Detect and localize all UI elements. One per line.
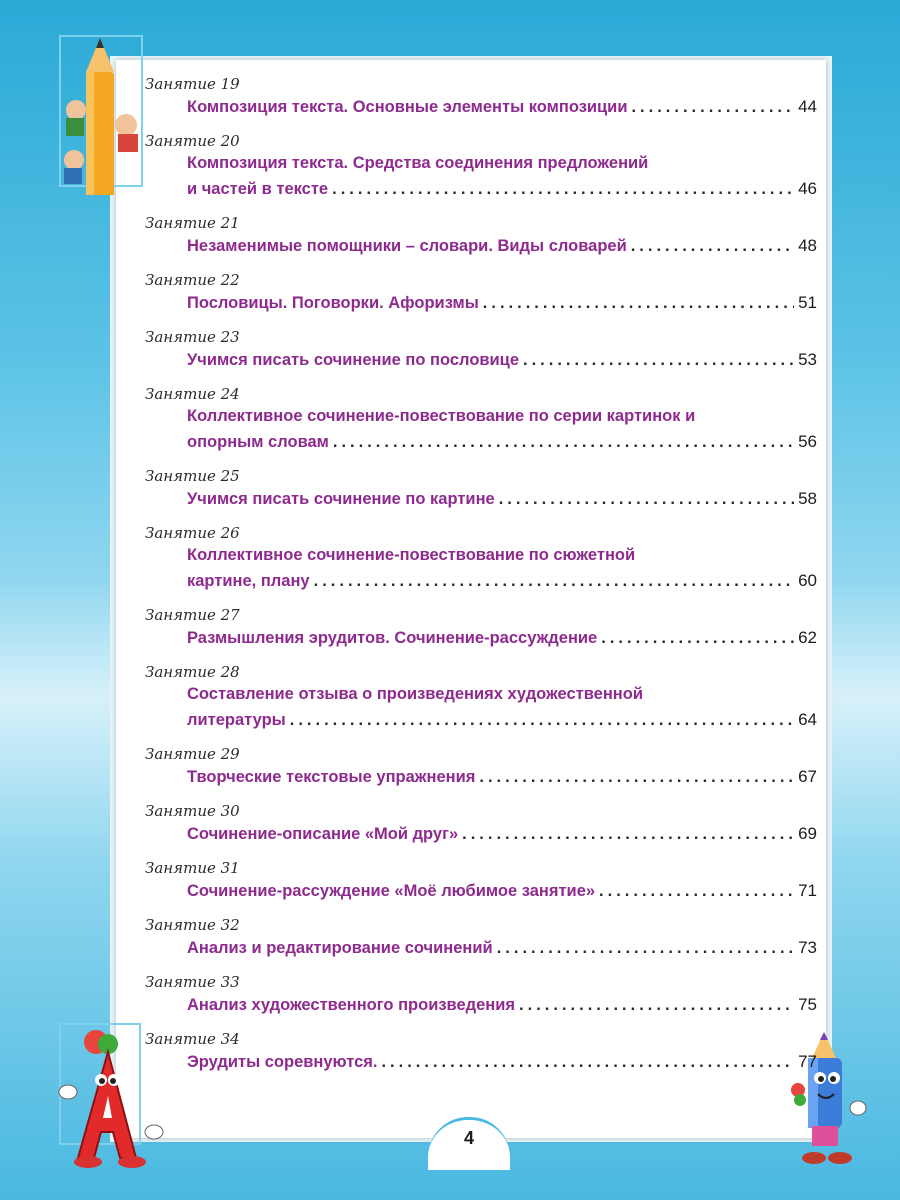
toc-title-text: Композиция текста. Основные элементы композиции <box>187 98 628 116</box>
toc-page-number: 77 <box>798 1052 817 1071</box>
toc-entry <box>145 801 817 847</box>
toc-title-text: Составление отзыва о произведениях художественной <box>187 685 643 703</box>
lesson-label: Занятие 24 <box>145 385 240 403</box>
dot-leader <box>601 626 794 651</box>
toc-title-line <box>187 176 817 202</box>
toc-page-number: 60 <box>798 571 817 590</box>
toc-entry <box>145 384 817 455</box>
dot-leader <box>462 822 794 847</box>
toc-title-text: Эрудиты соревнуются. <box>187 1053 378 1071</box>
lesson-label: Занятие 34 <box>145 1030 240 1048</box>
lesson-label: Занятие 32 <box>145 916 240 934</box>
toc-page-number: 46 <box>798 179 817 198</box>
toc-title-text: Анализ художественного произведения <box>187 996 516 1014</box>
toc-page-number: 58 <box>798 489 817 508</box>
dot-leader <box>519 993 794 1018</box>
lesson-label: Занятие 33 <box>145 973 240 991</box>
toc-page-number: 44 <box>798 97 817 116</box>
toc-title-line <box>187 151 817 176</box>
toc-title-text: Сочинение-описание «Мой друг» <box>187 825 459 843</box>
toc-entry <box>145 1029 817 1075</box>
toc-entry <box>145 213 817 259</box>
lesson-label: Занятие 23 <box>145 328 240 346</box>
page-number: 4 <box>463 1128 474 1148</box>
toc-entry <box>145 915 817 961</box>
toc-title-line <box>187 625 817 651</box>
toc-title-line <box>187 568 817 594</box>
dot-leader <box>631 95 794 120</box>
toc-entry <box>145 270 817 316</box>
dot-leader <box>333 430 794 455</box>
toc-title-line <box>187 935 817 961</box>
pencil-kids-illustration <box>56 30 146 195</box>
toc-entry <box>145 972 817 1018</box>
toc-entry <box>145 466 817 512</box>
dot-leader <box>631 234 794 259</box>
toc-title-text: Размышления эрудитов. Сочинение-рассуждение <box>187 629 598 647</box>
lesson-label: Занятие 25 <box>145 467 240 485</box>
toc-title-text: и частей в тексте <box>187 180 329 198</box>
lesson-label: Занятие 19 <box>145 75 240 93</box>
toc-title-text: картине, плану <box>187 572 310 590</box>
toc-page-number: 64 <box>798 710 817 729</box>
dot-leader <box>332 177 794 202</box>
toc-title-line <box>187 347 817 373</box>
toc-page-number: 48 <box>798 236 817 255</box>
toc-title-text: Пословицы. Поговорки. Афоризмы <box>187 294 479 312</box>
dot-leader <box>290 708 794 733</box>
toc-title-line <box>187 992 817 1018</box>
toc-title-line <box>187 94 817 120</box>
toc-title-text: Учимся писать сочинение по пословице <box>187 351 519 369</box>
toc-title-text: Композиция текста. Средства соединения предложений <box>187 154 649 172</box>
toc-entry <box>145 131 817 202</box>
lesson-label: Занятие 26 <box>145 524 240 542</box>
toc-page-number: 71 <box>798 881 817 900</box>
toc-title-line <box>187 821 817 847</box>
table-of-contents <box>145 74 817 1086</box>
lesson-label: Занятие 22 <box>145 271 240 289</box>
toc-title-line <box>187 764 817 790</box>
toc-title-text: Незаменимые помощники – словари. Виды словарей <box>187 237 627 255</box>
toc-entry <box>145 858 817 904</box>
lesson-label: Занятие 29 <box>145 745 240 763</box>
lesson-label: Занятие 30 <box>145 802 240 820</box>
toc-page-number: 69 <box>798 824 817 843</box>
toc-title-line <box>187 707 817 733</box>
toc-title-line <box>187 878 817 904</box>
toc-title-text: Творческие текстовые упражнения <box>187 768 476 786</box>
toc-entry <box>145 744 817 790</box>
toc-page-number: 73 <box>798 938 817 957</box>
toc-title-line <box>187 404 817 429</box>
lesson-label: Занятие 31 <box>145 859 240 877</box>
toc-entry <box>145 74 817 120</box>
toc-title-line <box>187 543 817 568</box>
toc-entry <box>145 605 817 651</box>
toc-title-line <box>187 290 817 316</box>
lesson-label: Занятие 20 <box>145 132 240 150</box>
lesson-label: Занятие 21 <box>145 214 240 232</box>
toc-title-text: Анализ и редактирование сочинений <box>187 939 493 957</box>
toc-page-number: 75 <box>798 995 817 1014</box>
toc-title-text: литературы <box>187 711 286 729</box>
lesson-label: Занятие 27 <box>145 606 240 624</box>
toc-title-line <box>187 429 817 455</box>
toc-title-text: Учимся писать сочинение по картине <box>187 490 495 508</box>
dot-leader <box>499 487 794 512</box>
dot-leader <box>599 879 794 904</box>
dot-leader <box>483 291 794 316</box>
toc-title-line <box>187 486 817 512</box>
toc-title-text: Коллективное сочинение-повествование по сюжетной <box>187 546 636 564</box>
dot-leader <box>497 936 794 961</box>
toc-title-text: Сочинение-рассуждение «Моё любимое занятие» <box>187 882 596 900</box>
toc-title-line <box>187 682 817 707</box>
toc-entry <box>145 662 817 733</box>
toc-page-number: 53 <box>798 350 817 369</box>
toc-title-line <box>187 233 817 259</box>
toc-page-number: 67 <box>798 767 817 786</box>
dot-leader <box>314 569 794 594</box>
dot-leader <box>381 1050 794 1075</box>
toc-page-number: 51 <box>798 293 817 312</box>
toc-page-number: 62 <box>798 628 817 647</box>
toc-entry <box>145 523 817 594</box>
toc-title-text: Коллективное сочинение-повествование по серии картинок и <box>187 407 696 425</box>
toc-entry <box>145 327 817 373</box>
dot-leader <box>523 348 794 373</box>
toc-title-text: опорным словам <box>187 433 329 451</box>
lesson-label: Занятие 28 <box>145 663 240 681</box>
toc-page-number: 56 <box>798 432 817 451</box>
dot-leader <box>479 765 794 790</box>
toc-title-line <box>187 1049 817 1075</box>
